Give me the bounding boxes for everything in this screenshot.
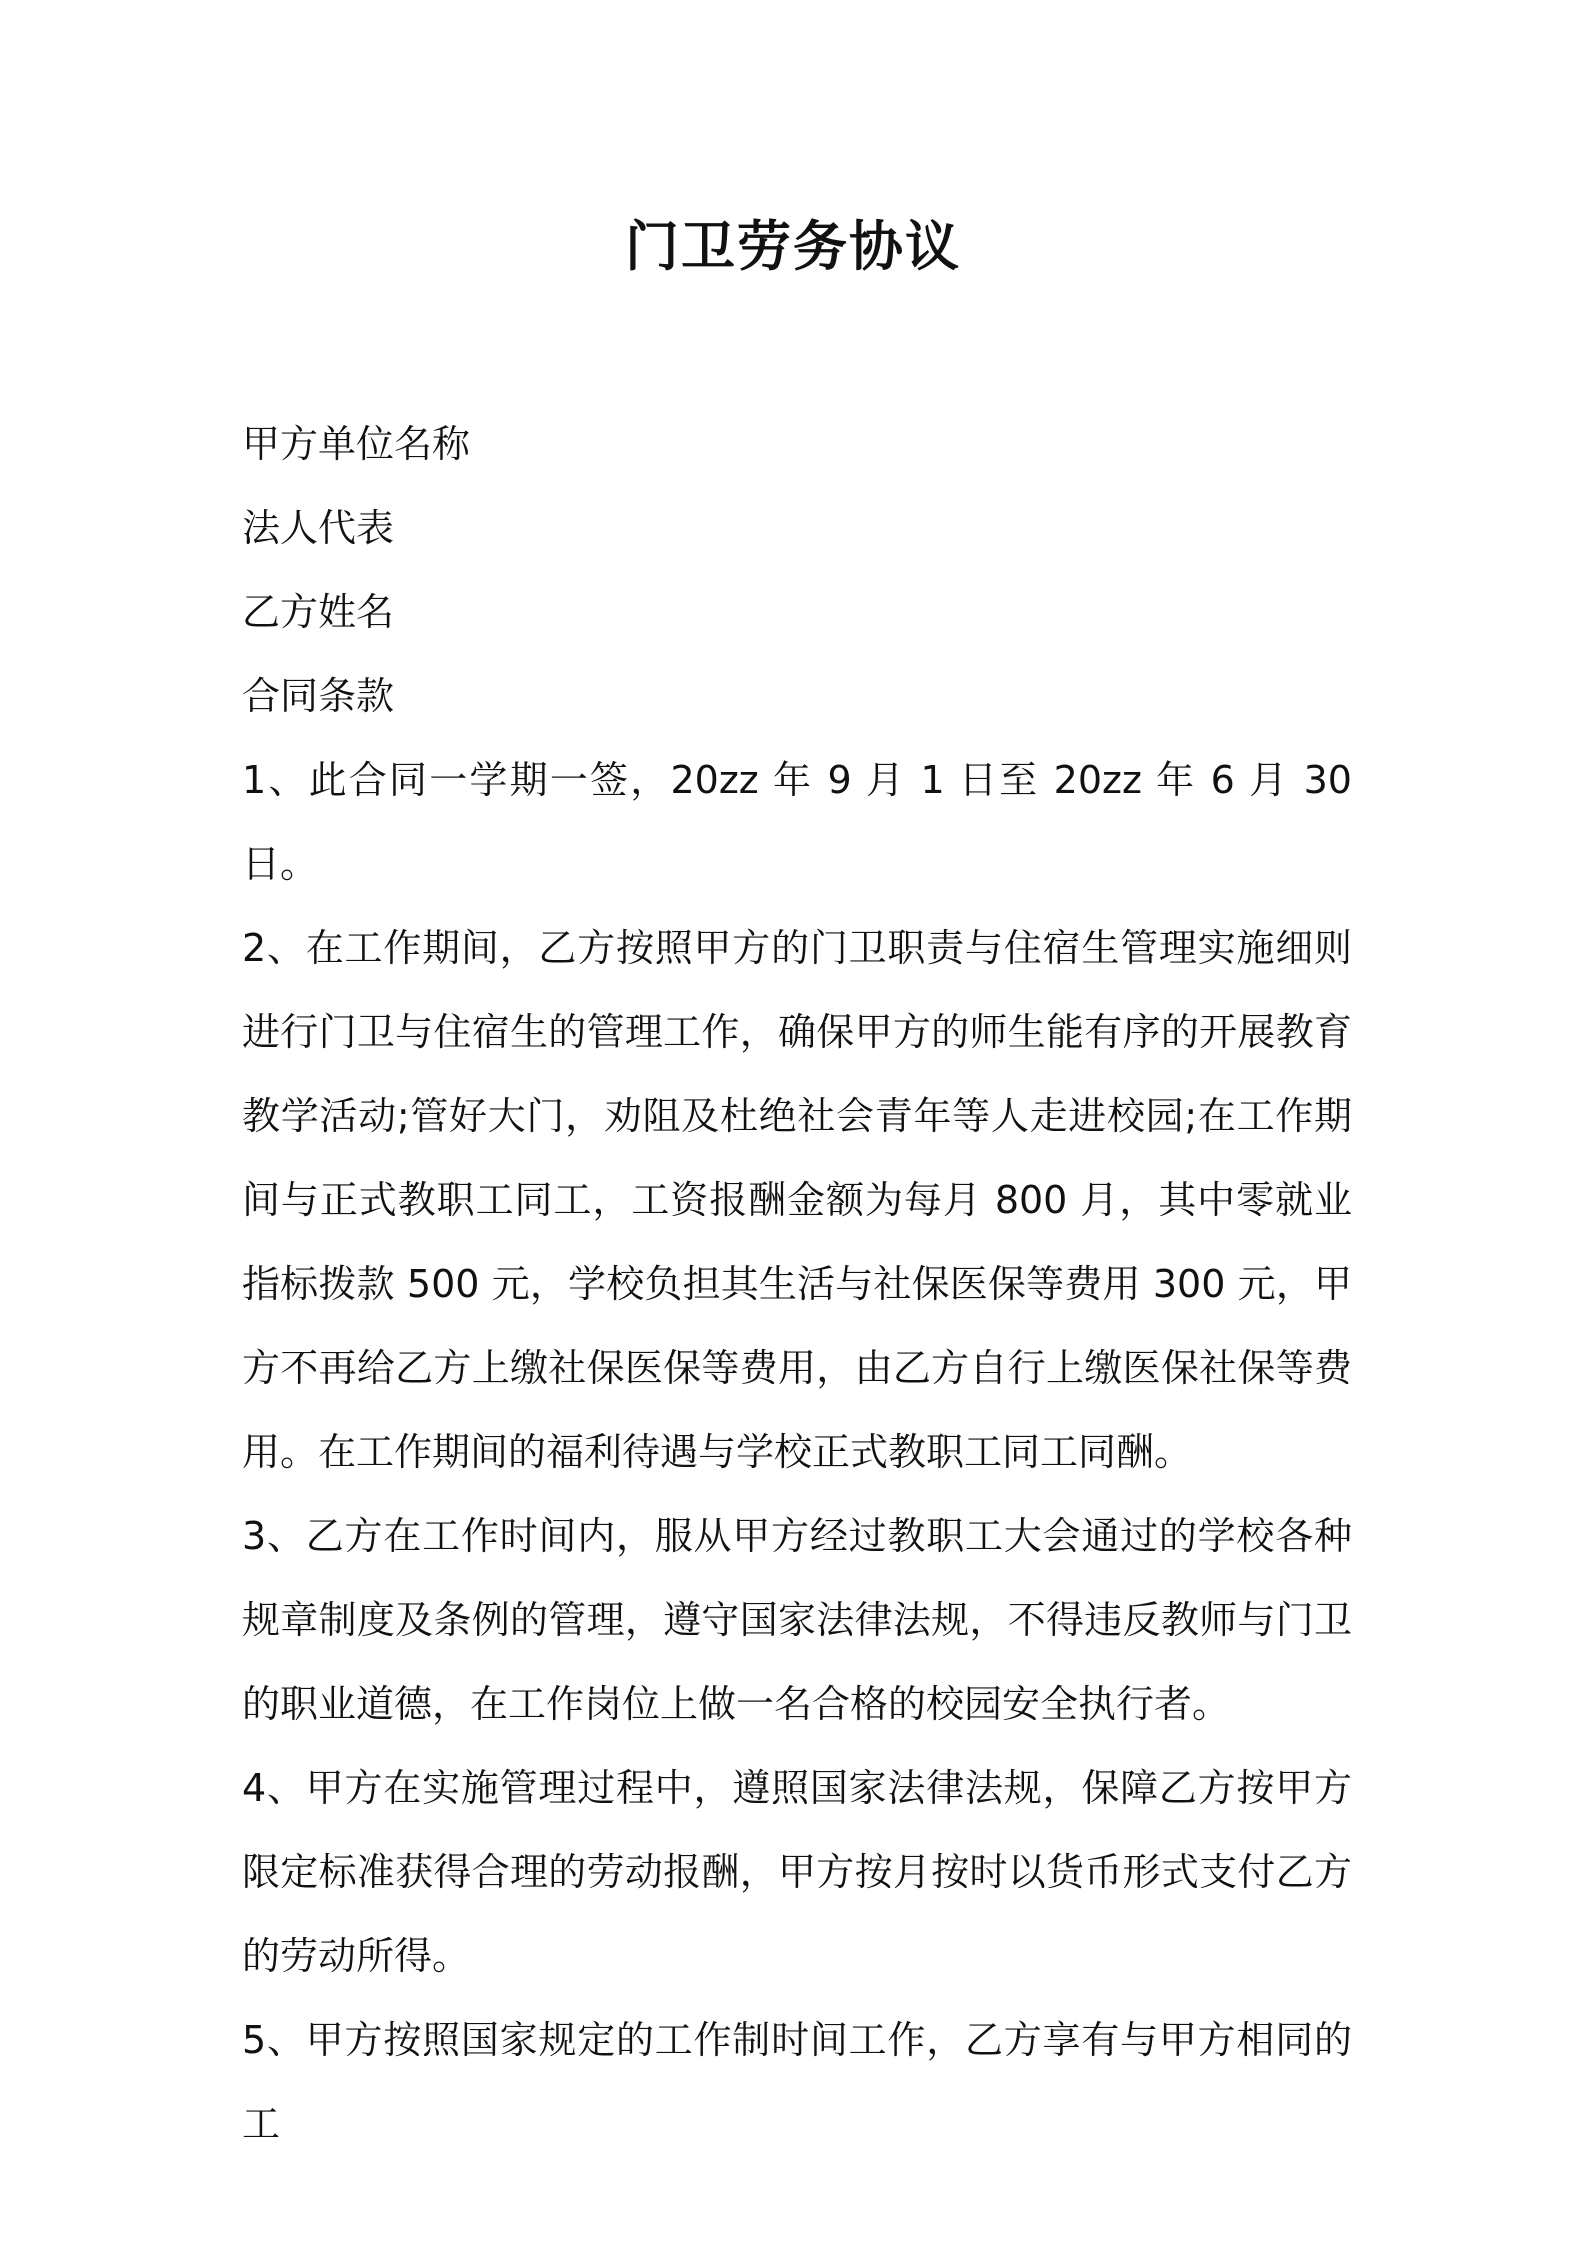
contract-terms-heading: 合同条款 xyxy=(242,674,395,718)
legal-representative-label: 法人代表 xyxy=(242,506,395,550)
document-title: 门卫劳务协议 xyxy=(625,215,961,278)
party-b-name-label: 乙方姓名 xyxy=(242,590,395,634)
clause-4: 4、甲方在实施管理过程中，遵照国家法律法规，保障乙方按甲方限定标准获得合理的劳动报酬，甲方按月按时以货币形式支付乙方的劳动所得。 xyxy=(242,1766,1352,1978)
clause-2: 2、在工作期间，乙方按照甲方的门卫职责与住宿生管理实施细则进行门卫与住宿生的管理工作，确保甲方的师生能有序的开展教育教学活动;管好大门，劝阻及杜绝社会青年等人走进校园;在工作期间与正式教职工同工，工资报酬金额为每月 800 月，其中零就业指标拨款 500 元，学校负担其生活与社保医保等费用 300 元，甲方不再给乙方上缴社保医保等费用，由乙方自行上缴医保社保等费用。在工作期间的福利待遇与学校正式教职工同工同酬。 xyxy=(242,926,1352,1474)
clause-5: 5、甲方按照国家规定的工作制时间工作，乙方享有与甲方相同的工 xyxy=(242,2018,1352,2146)
clause-1: 1、此合同一学期一签，20zz 年 9 月 1 日至 20zz 年 6 月 30 日。 xyxy=(242,758,1352,886)
clause-3: 3、乙方在工作时间内，服从甲方经过教职工大会通过的学校各种规章制度及条例的管理，遵守国家法律法规，不得违反教师与门卫的职业道德，在工作岗位上做一名合格的校园安全执行者。 xyxy=(242,1514,1352,1726)
party-a-name-label: 甲方单位名称 xyxy=(242,422,471,466)
document-body xyxy=(242,402,1352,2166)
